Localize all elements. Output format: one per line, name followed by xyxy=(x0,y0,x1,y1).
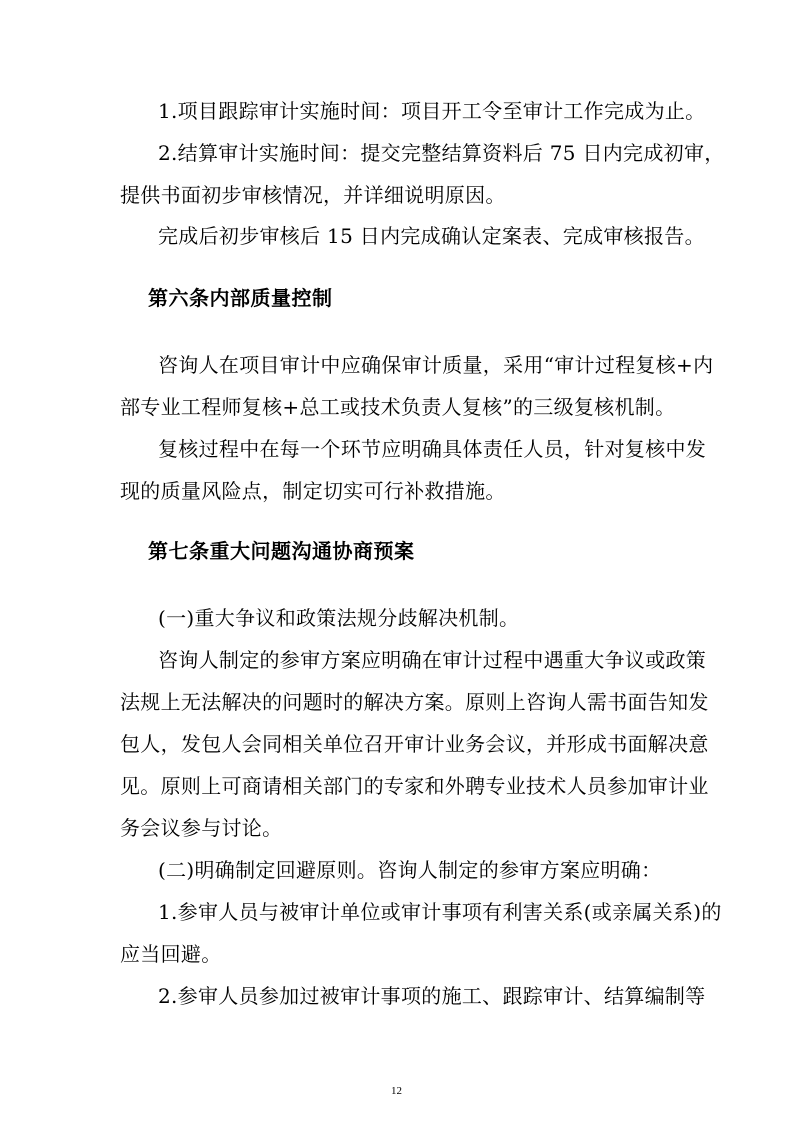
paragraph-line: 咨询人制定的参审方案应明确在审计过程中遇重大争议或政策 xyxy=(158,648,707,672)
paragraph-line: 应当回避。 xyxy=(120,942,222,966)
paragraph-line: 复核过程中在每一个环节应明确具体责任人员，针对复核中发 xyxy=(158,437,707,461)
paragraph-line: 见。原则上可商请相关部门的专家和外聘专业技术人员参加审计业 xyxy=(120,774,709,798)
paragraph-line: 咨询人在项目审计中应确保审计质量，采用“审计过程复核+内 xyxy=(158,353,714,377)
page-number: 12 xyxy=(391,1085,402,1097)
paragraph-line: 1.项目跟踪审计实施时间：项目开工令至审计工作完成为止。 xyxy=(158,99,706,123)
section-heading: 第七条重大问题沟通协商预案 xyxy=(148,539,415,563)
paragraph-line: 法规上无法解决的问题时的解决方案。原则上咨询人需书面告知发 xyxy=(120,690,709,714)
paragraph-line: 部专业工程师复核+总工或技术负责人复核”的三级复核机制。 xyxy=(120,395,676,419)
paragraph-line: 1.参审人员与被审计单位或审计事项有利害关系(或亲属关系)的 xyxy=(158,900,722,924)
list-item-title: (二)明确制定回避原则。咨询人制定的参审方案应明确： xyxy=(158,858,662,882)
paragraph-line: 包人，发包人会同相关单位召开审计业务会议，并形成书面解决意 xyxy=(120,732,709,756)
paragraph-line: 务会议参与讨论。 xyxy=(120,816,283,840)
paragraph-line: 完成后初步审核后 15 日内完成确认定案表、完成审核报告。 xyxy=(158,224,705,248)
list-item-title: (一)重大争议和政策法规分歧解决机制。 xyxy=(158,606,520,630)
paragraph-line: 2.结算审计实施时间：提交完整结算资料后 75 日内完成初审， xyxy=(158,141,725,165)
section-heading: 第六条内部质量控制 xyxy=(148,286,333,310)
paragraph-line: 提供书面初步审核情况，并详细说明原因。 xyxy=(120,183,506,207)
paragraph-line: 现的质量风险点，制定切实可行补救措施。 xyxy=(120,479,506,503)
paragraph-line: 2.参审人员参加过被审计事项的施工、跟踪审计、结算编制等 xyxy=(158,984,706,1008)
